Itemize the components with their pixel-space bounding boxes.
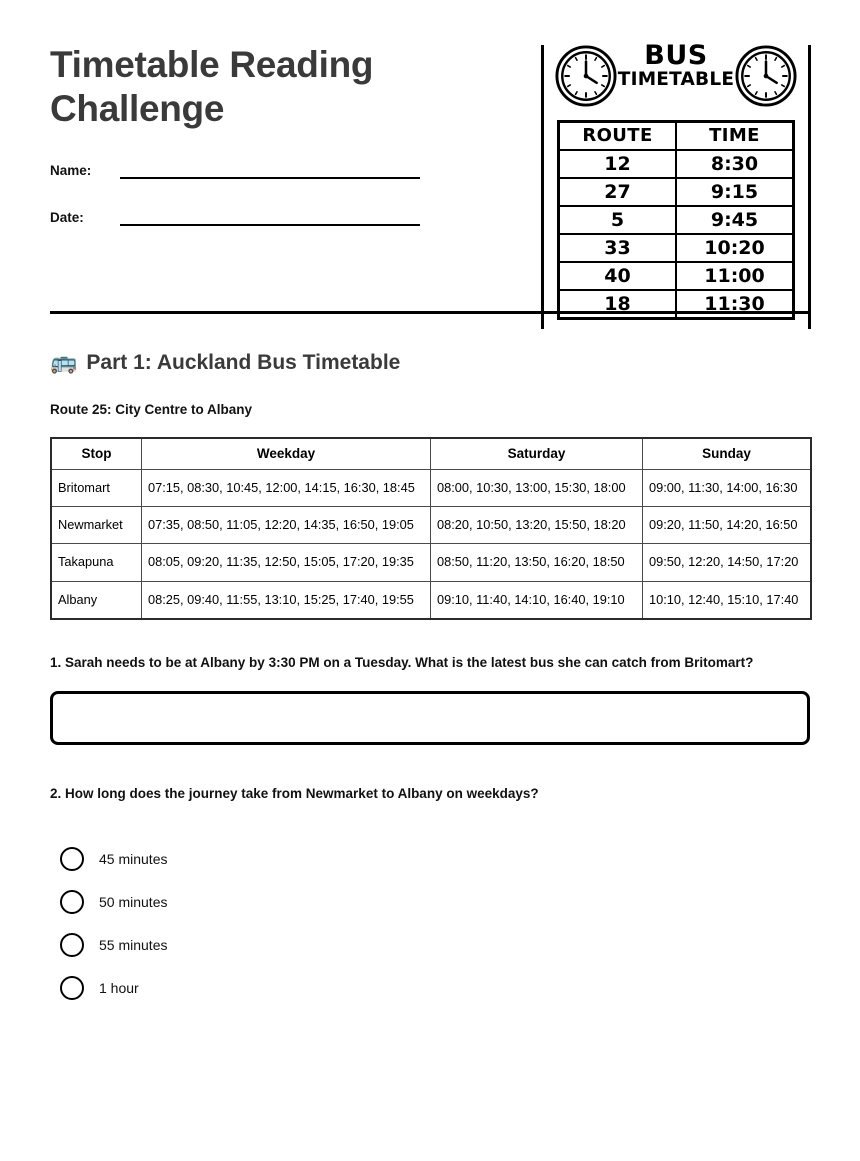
option-row[interactable] bbox=[50, 931, 810, 959]
cell-saturday: 09:10, 11:40, 14:10, 16:40, 19:10 bbox=[431, 582, 643, 618]
clipart-route-value: 27 bbox=[559, 178, 677, 206]
clipart-route-value: 33 bbox=[559, 234, 677, 262]
bus-icon: 🚌 bbox=[50, 349, 78, 375]
cell-saturday: 08:00, 10:30, 13:00, 15:30, 18:00 bbox=[431, 470, 643, 507]
part1-heading bbox=[50, 351, 810, 374]
cell-stop: Albany bbox=[52, 582, 142, 618]
clipart-time-value: 9:15 bbox=[676, 178, 794, 206]
name-input-line[interactable] bbox=[120, 163, 420, 179]
question-1-text: 1. Sarah needs to be at Albany by 3:30 PM on a Tuesday. What is the latest bus she can catch from Britomart? bbox=[50, 655, 754, 671]
clipart-left-bar bbox=[541, 45, 544, 329]
option-label: 50 minutes bbox=[99, 893, 168, 910]
option-row[interactable] bbox=[50, 888, 810, 916]
clipart-table bbox=[557, 120, 795, 320]
table-row bbox=[52, 544, 810, 581]
clipart-route-value: 18 bbox=[559, 290, 677, 319]
clipart-table-row bbox=[559, 178, 794, 206]
name-label: Name: bbox=[50, 162, 92, 178]
clipart-time-value: 11:00 bbox=[676, 262, 794, 290]
cell-saturday: 08:50, 11:20, 13:50, 16:20, 18:50 bbox=[431, 544, 643, 581]
clipart-table-header-row bbox=[559, 122, 794, 151]
radio-button-icon[interactable] bbox=[60, 976, 84, 1000]
option-row[interactable] bbox=[50, 845, 810, 873]
part1-title: Part 1: Auckland Bus Timetable bbox=[86, 351, 401, 374]
clipart-table-row bbox=[559, 262, 794, 290]
question-2-options bbox=[50, 845, 810, 1002]
clipart-bus-word: BUS bbox=[644, 40, 708, 71]
clipart-col-time: TIME bbox=[676, 122, 794, 151]
option-label: 1 hour bbox=[99, 979, 139, 996]
cell-weekday: 07:35, 08:50, 11:05, 12:20, 14:35, 16:50, 19:05 bbox=[142, 507, 431, 544]
clipart-table-row bbox=[559, 290, 794, 319]
clipart-right-bar bbox=[808, 45, 811, 329]
page-title: Timetable Reading Challenge bbox=[50, 44, 374, 130]
column-header-saturday: Saturday bbox=[431, 439, 643, 470]
cell-weekday: 08:05, 09:20, 11:35, 12:50, 15:05, 17:20, 19:35 bbox=[142, 544, 431, 581]
column-header-weekday: Weekday bbox=[142, 439, 431, 470]
question-1-answer-box[interactable] bbox=[50, 691, 810, 745]
table-row bbox=[52, 470, 810, 507]
radio-button-icon[interactable] bbox=[60, 847, 84, 871]
cell-stop: Takapuna bbox=[52, 544, 142, 581]
option-row[interactable] bbox=[50, 974, 810, 1002]
cell-sunday: 10:10, 12:40, 15:10, 17:40 bbox=[649, 591, 799, 607]
name-field-row bbox=[50, 157, 480, 179]
column-header-sunday: Sunday bbox=[643, 439, 810, 470]
radio-button-icon[interactable] bbox=[60, 933, 84, 957]
clipart-time-value: 8:30 bbox=[676, 150, 794, 178]
date-input-line[interactable] bbox=[120, 210, 420, 226]
clipart-route-value: 12 bbox=[559, 150, 677, 178]
route-subtitle: Route 25: City Centre to Albany bbox=[50, 402, 253, 418]
timetable-header-row bbox=[52, 439, 810, 470]
clipart-table-row bbox=[559, 234, 794, 262]
table-row bbox=[52, 582, 810, 618]
cell-sunday: 09:50, 12:20, 14:50, 17:20 bbox=[643, 544, 810, 581]
bus-timetable-clipart bbox=[541, 40, 811, 332]
date-field-row bbox=[50, 204, 480, 226]
cell-sunday: 09:20, 11:50, 14:20, 16:50 bbox=[643, 507, 810, 544]
clipart-table-row bbox=[559, 206, 794, 234]
option-label: 45 minutes bbox=[99, 850, 168, 867]
bus-timetable bbox=[50, 437, 812, 620]
radio-button-icon[interactable] bbox=[60, 890, 84, 914]
date-label: Date: bbox=[50, 209, 84, 225]
table-row bbox=[52, 507, 810, 544]
clipart-time-value: 11:30 bbox=[676, 290, 794, 319]
clipart-route-value: 5 bbox=[559, 206, 677, 234]
title-block bbox=[50, 43, 480, 226]
question-2-text: 2. How long does the journey take from Newmarket to Albany on weekdays? bbox=[50, 785, 539, 801]
clipart-table-row bbox=[559, 150, 794, 178]
clipart-timetable-word: TIMETABLE bbox=[617, 69, 735, 91]
clipart-time-value: 10:20 bbox=[676, 234, 794, 262]
clipart-col-route: ROUTE bbox=[559, 122, 677, 151]
clipart-time-value: 9:45 bbox=[676, 206, 794, 234]
clock-icon bbox=[735, 45, 797, 107]
column-header-stop: Stop bbox=[52, 439, 142, 470]
cell-weekday: 08:25, 09:40, 11:55, 13:10, 15:25, 17:40, 19:55 bbox=[142, 582, 431, 618]
cell-stop: Britomart bbox=[52, 470, 142, 507]
cell-saturday: 08:20, 10:50, 13:20, 15:50, 18:20 bbox=[431, 507, 643, 544]
worksheet-header bbox=[50, 0, 810, 315]
clipart-route-value: 40 bbox=[559, 262, 677, 290]
option-label: 55 minutes bbox=[99, 936, 168, 953]
cell-weekday: 07:15, 08:30, 10:45, 12:00, 14:15, 16:30, 18:45 bbox=[142, 470, 431, 507]
clipart-banner bbox=[555, 40, 797, 118]
cell-stop: Newmarket bbox=[52, 507, 142, 544]
clipart-wordmark bbox=[605, 42, 747, 91]
cell-sunday: 09:00, 11:30, 14:00, 16:30 bbox=[643, 470, 810, 507]
